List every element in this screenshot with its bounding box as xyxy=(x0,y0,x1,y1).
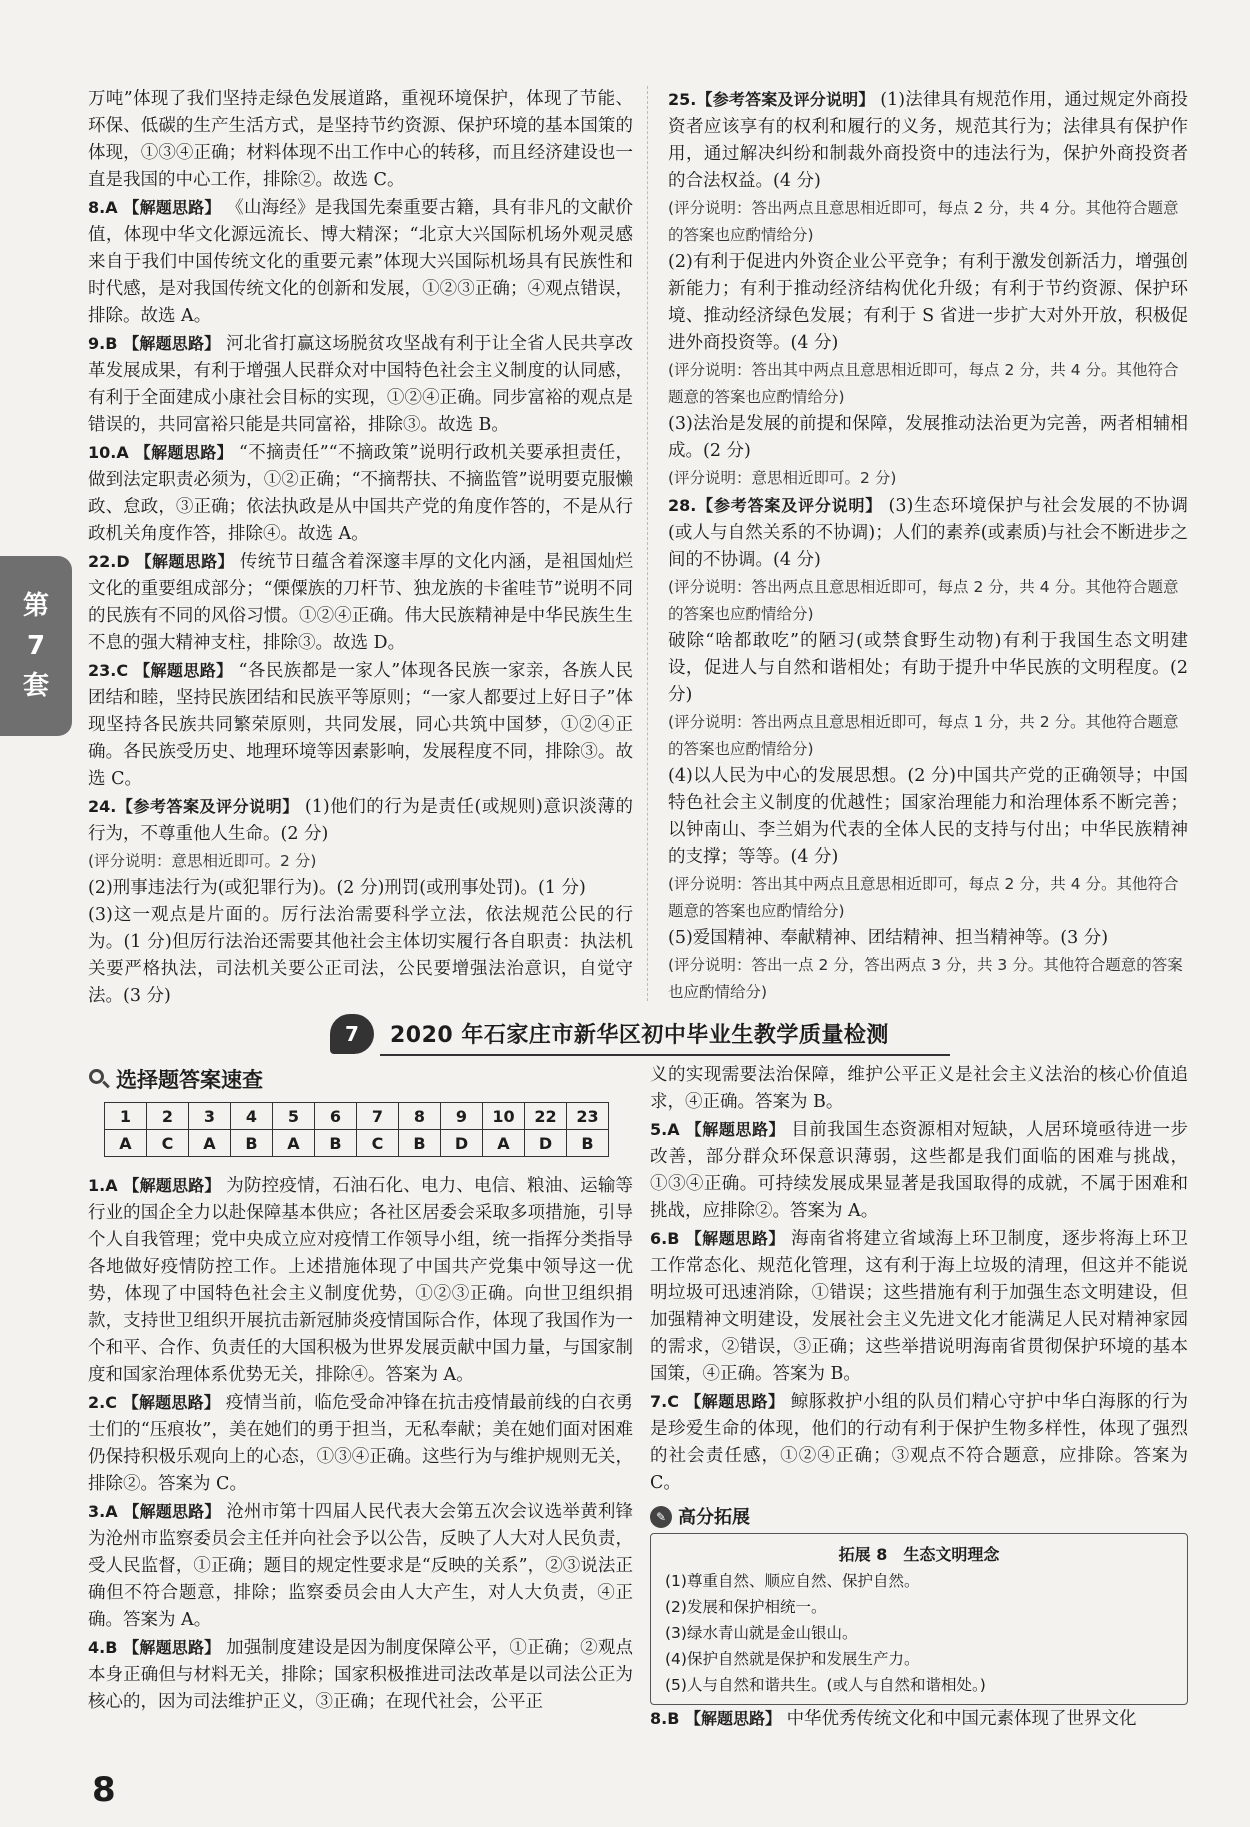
expansion-title: 拓展 8 生态文明理念 xyxy=(838,1545,1000,1564)
expansion-item: (2)发展和保护相统一。 xyxy=(665,1598,827,1616)
scoring-note: (评分说明：答出两点且意思相近即可，每点 1 分，共 2 分。其他符合题意的答案也应酌情给分) xyxy=(668,713,1179,758)
answer-item xyxy=(668,86,1188,195)
last-item xyxy=(650,1705,1188,1733)
answer-cell: B xyxy=(231,1130,273,1157)
expansion-item: (5)人与自然和谐共生。(或人与自然和谐相处。) xyxy=(665,1676,986,1694)
expansion-item: (3)绿水青山就是金山银山。 xyxy=(665,1624,858,1642)
item-number: 6. xyxy=(650,1229,668,1248)
item-number: 7. xyxy=(650,1392,668,1411)
answer-sub-item: (3)法治是发展的前提和保障，发展推动法治更为完善，两者相辅相成。(2 分) xyxy=(668,414,1188,461)
item-tag: 【参考答案及评分说明】 xyxy=(696,496,889,515)
expansion-item: (1)尊重自然、顺应自然、保护自然。 xyxy=(665,1572,920,1590)
answer-cell: D xyxy=(441,1130,483,1157)
item-answer: A xyxy=(667,1120,686,1139)
question-number-cell: 7 xyxy=(357,1103,399,1130)
scoring-note: (评分说明：意思相近即可。2 分) xyxy=(88,852,317,870)
item-text: (1)他们的行为是责任(或规则)意识淡薄的行为，不尊重他人生命。(2 分) xyxy=(88,797,633,844)
expansion-items xyxy=(665,1568,1173,1698)
expansion-box xyxy=(650,1533,1188,1705)
question-number-cell: 5 xyxy=(273,1103,315,1130)
answer-item xyxy=(88,330,633,439)
expansion-header-label: 高分拓展 xyxy=(678,1506,750,1528)
item-tag: 【解题思路】 xyxy=(123,198,227,217)
item-answer: B xyxy=(667,1229,686,1248)
answer-sub-item: (4)以人民为中心的发展思想。(2 分)中国共产党的正确领导；中国特色社会主义制度的优越性；国家治理能力和治理体系不断完善；以钟南山、李兰娟为代表的全体人民的支持与付出；中华民族精神的支撑；等等。(4 分) xyxy=(668,766,1188,867)
item-text: 中华优秀传统文化和中国元素体现了世界文化 xyxy=(786,1709,1137,1729)
item-number: 22. xyxy=(88,552,117,571)
page-number: 8 xyxy=(92,1770,116,1810)
item-tag: 【解题思路】 xyxy=(134,443,239,462)
answer-item xyxy=(88,1498,633,1634)
item-text: “不摘责任”“不摘政策”说明行政机关要承担责任，做到法定职责必须为，①②正确；“不摘帮扶、不摘监管”说明要克服懒政、怠政，③正确；依法执政是从中国共产党的角度作答的，不是从行政机关角度作答，排除④。故选 A。 xyxy=(88,443,633,544)
answer-table-answer-row xyxy=(105,1130,609,1157)
side-tab-char: 套 xyxy=(22,671,49,701)
scoring-note: (评分说明：答出其中两点且意思相近即可，每点 2 分，共 4 分。其他符合题意的答案也应酌情给分) xyxy=(668,361,1179,406)
answer-check-header xyxy=(88,1064,633,1094)
answer-item xyxy=(88,439,633,548)
item-text: (3)生态环境保护与社会发展的不协调(或人与自然关系的不协调)；人们的素养(或素质)与社会不断进步之间的不协调。(4 分) xyxy=(668,496,1188,570)
column-divider xyxy=(647,86,648,1001)
item-number: 8. xyxy=(88,198,106,217)
answer-cell: B xyxy=(315,1130,357,1157)
bottom-right-items xyxy=(650,1116,1188,1497)
item-text: 鲸豚救护小组的队员们精心守护中华白海豚的行为是珍爱生命的体现，他们的行动有利于保护生物多样性，体现了强烈的社会责任感，①②④正确；③观点不符合题意，应排除。答案为 C。 xyxy=(650,1392,1189,1493)
answer-item xyxy=(650,1116,1188,1225)
item-tag: 【解题思路】 xyxy=(685,1229,792,1248)
item-tag: 【解题思路】 xyxy=(134,661,239,680)
answer-item xyxy=(88,1634,633,1716)
set-number-tab xyxy=(0,556,72,736)
answer-item xyxy=(88,1389,633,1498)
section-number-badge: 7 xyxy=(330,1014,374,1054)
item-number: 9. xyxy=(88,334,106,353)
answer-sub-item: (2)有利于促进内外资企业公平竞争；有利于激发创新活力，增强创新能力；有利于推动经济结构优化升级；有利于节约资源、保护环境、推动经济绿色发展；有利于 S 省进一步扩大对外开放，积极促进外商投资等。(4 分) xyxy=(668,252,1188,353)
item-text: 加强制度建设是因为制度保障公平，①正确；②观点本身正确但与材料无关，排除；国家积极推进司法改革是以司法公正为核心的，因为司法维护正义，③正确；在现代社会，公平正 xyxy=(88,1638,634,1712)
item-answer: A xyxy=(105,1176,124,1195)
answer-item xyxy=(650,1225,1188,1388)
answer-sub-item: (3)这一观点是片面的。厉行法治需要科学立法，依法规范公民的行为。(1 分)但厉行法治还需要其他社会主体切实履行各自职责：执法机关要严格执法，司法机关要公正司法，公民要增强法治意识，自觉守法。(3 分) xyxy=(88,905,633,1006)
item-number: 4. xyxy=(88,1638,106,1657)
expansion-icon: ✎ xyxy=(650,1506,672,1528)
item-number: 24. xyxy=(88,797,117,816)
scoring-note: (评分说明：答出其中两点且意思相近即可，每点 2 分，共 4 分。其他符合题意的答案也应酌情给分) xyxy=(668,875,1179,920)
item-text: 传统节日蕴含着深邃丰厚的文化内涵，是祖国灿烂文化的重要组成部分；“傈僳族的刀杆节、独龙族的卡雀哇节”说明不同的民族有不同的风俗习惯。①②④正确。伟大民族精神是中华民族生生不息的强大精神支柱，排除③。故选 D。 xyxy=(88,552,633,653)
answer-table-number-row xyxy=(105,1103,609,1130)
answer-item xyxy=(88,657,633,793)
answer-cell: C xyxy=(357,1130,399,1157)
item-text: 河北省打赢这场脱贫攻坚战有利于让全省人民共享改革发展成果，有利于增强人民群众对中国特色社会主义制度的认同感，有利于全面建成小康社会目标的实现，①②④正确。同步富裕的观点是错误的，共同富裕只能是共同富裕，排除③。故选 B。 xyxy=(88,334,634,435)
question-number-cell: 6 xyxy=(315,1103,357,1130)
item-text: 万吨”体现了我们坚持走绿色发展道路，重视环境保护，体现了节能、环保、低碳的生产生活方式，是坚持节约资源、保护环境的基本国策的体现，①③④正确；材料体现不出工作中心的转移，而且经济建设也一直是我国的中心工作，排除②。故选 C。 xyxy=(88,89,633,190)
magnifier-icon xyxy=(88,1068,110,1090)
expansion-header xyxy=(650,1503,1188,1531)
continuation-text: 义的实现需要法治保障，维护公平正义是社会主义法治的核心价值追求，④正确。答案为 B。 xyxy=(650,1065,1188,1112)
question-number-cell: 1 xyxy=(105,1103,147,1130)
answer-cell: A xyxy=(105,1130,147,1157)
item-text: 《山海经》是我国先秦重要古籍，具有非凡的文献价值，体现中华文化源远流长、博大精深；“北京大兴国际机场外观灵感来自于我们中国传统文化的重要元素”体现大兴国际机场具有民族性和时代感，是对我国传统文化的创新和发展，①②③正确；④观点错误，排除。故选 A。 xyxy=(88,198,634,326)
item-answer: B xyxy=(105,1638,124,1657)
question-number-cell: 4 xyxy=(231,1103,273,1130)
answer-item xyxy=(650,1705,1188,1733)
answer-cell: C xyxy=(147,1130,189,1157)
item-answer: C xyxy=(105,1393,123,1412)
scoring-note: (评分说明：意思相近即可。2 分) xyxy=(668,469,897,487)
answer-item xyxy=(88,548,633,657)
item-number: 3. xyxy=(88,1502,106,1521)
scoring-note: (评分说明：答出一点 2 分，答出两点 3 分，共 3 分。其他符合题意的答案也应酌情给分) xyxy=(668,956,1183,1001)
item-tag: 【解题思路】 xyxy=(685,1120,792,1139)
item-tag: 【解题思路】 xyxy=(122,1393,226,1412)
item-tag: 【参考答案及评分说明】 xyxy=(116,797,305,816)
item-tag: 【解题思路】 xyxy=(123,1176,227,1195)
item-tag: 【解题思路】 xyxy=(684,1709,787,1728)
item-number: 5. xyxy=(650,1120,668,1139)
question-number-cell: 9 xyxy=(441,1103,483,1130)
item-text: 为防控疫情，石油石化、电力、电信、粮油、运输等行业的国企全力以赴保障基本供应；各社区居委会采取多项措施，引导个人自我管理；党中央成立应对疫情工作领导小组，统一指挥分类指导各地做好疫情防控工作。上述措施体现了中国共产党集中领导这一优势，体现了中国特色社会主义制度优势，①②③正确。向世卫组织捐款，支持世卫组织开展抗击新冠肺炎疫情国际合作，体现了我国作为一个和平、合作、负责任的大国积极为世界发展贡献中国力量，与国家制度和国家治理体系优势无关，排除④。答案为 A。 xyxy=(88,1176,634,1385)
top-left-column xyxy=(88,86,633,1010)
section-title: 2020 年石家庄市新华区初中毕业生教学质量检测 xyxy=(390,1023,889,1048)
item-tag: 【解题思路】 xyxy=(123,334,227,353)
item-text: “各民族都是一家人”体现各民族一家亲，各族人民团结和睦，坚持民族团结和民族平等原则；“一家人都要过上好日子”体现坚持各民族共同繁荣原则，共同发展，同心共筑中国梦，①②④正确。各民族受历史、地理环境等因素影响，发展程度不同，排除③。故选 C。 xyxy=(88,661,634,789)
item-number: 28. xyxy=(668,496,697,515)
item-tag: 【解题思路】 xyxy=(123,1502,227,1521)
section-banner xyxy=(330,1014,950,1058)
answer-cell: A xyxy=(483,1130,525,1157)
scoring-note: (评分说明：答出两点且意思相近即可，每点 2 分，共 4 分。其他符合题意的答案也应酌情给分) xyxy=(668,578,1179,623)
question-number-cell: 8 xyxy=(399,1103,441,1130)
section-underline xyxy=(380,1054,950,1056)
question-number-cell: 23 xyxy=(567,1103,609,1130)
answer-sub-item: (2)刑事违法行为(或犯罪行为)。(2 分)刑罚(或刑事处罚)。(1 分) xyxy=(88,878,586,898)
answer-check-title: 选择题答案速查 xyxy=(116,1068,263,1092)
item-text: 沧州市第十四届人民代表大会第五次会议选举黄利锋为沧州市监察委员会主任并向社会予以公告，反映了人大对人民负责，受人民监督，①正确；题目的规定性要求是“反映的关系”，②③说法正确但不符合题意，排除；监察委员会由人大产生，对人大负责，④正确。答案为 A。 xyxy=(88,1502,634,1630)
answer-cell: A xyxy=(273,1130,315,1157)
answer-cell: A xyxy=(189,1130,231,1157)
answer-item xyxy=(668,492,1188,574)
answer-check xyxy=(88,1064,633,1157)
side-tab-char: 7 xyxy=(26,631,46,661)
answer-sub-item: 破除“啥都敢吃”的陋习(或禁食野生动物)有利于我国生态文明建设，促进人与自然和谐相处；有助于提升中华民族的文明程度。(2 分) xyxy=(668,631,1188,705)
item-text: 疫情当前，临危受命冲锋在抗击疫情最前线的白衣勇士们的“压痕妆”，美在她们的勇于担当，无私奉献；美在她们面对困难仍保持积极乐观向上的心态，①③④正确。这些行为与维护规则无关，排除②。答案为 C。 xyxy=(88,1393,633,1494)
question-number-cell: 2 xyxy=(147,1103,189,1130)
item-answer: B xyxy=(667,1709,685,1728)
answer-cell: B xyxy=(567,1130,609,1157)
question-number-cell: 22 xyxy=(525,1103,567,1130)
answer-item xyxy=(88,194,633,330)
top-right-column xyxy=(668,86,1188,1006)
scoring-note: (评分说明：答出两点且意思相近即可，每点 2 分，共 4 分。其他符合题意的答案也应酌情给分) xyxy=(668,199,1179,244)
item-tag: 【解题思路】 xyxy=(135,552,240,571)
item-answer: A xyxy=(105,1502,124,1521)
item-answer: D xyxy=(116,552,136,571)
item-answer: C xyxy=(667,1392,686,1411)
item-number: 23. xyxy=(88,661,117,680)
item-number: 1. xyxy=(88,1176,106,1195)
question-number-cell: 3 xyxy=(189,1103,231,1130)
item-answer: A xyxy=(105,198,124,217)
expansion-section xyxy=(650,1503,1188,1705)
item-answer: A xyxy=(116,443,135,462)
item-text: (1)法律具有规范作用，通过规定外商投资者应该享有的权利和履行的义务，规范其行为；法律具有保护作用，通过解决纠纷和制裁外商投资中的违法行为，保护外商投资者的合法权益。(4 分) xyxy=(668,90,1188,191)
item-number: 8. xyxy=(650,1709,668,1728)
side-tab-char: 第 xyxy=(22,591,49,621)
expansion-item: (4)保护自然就是保护和发展生产力。 xyxy=(665,1650,920,1668)
answer-item xyxy=(88,86,633,194)
bottom-left-column xyxy=(88,1172,633,1716)
answer-item xyxy=(88,793,633,848)
answer-table xyxy=(104,1102,609,1157)
item-tag: 【参考答案及评分说明】 xyxy=(696,90,881,109)
answer-item xyxy=(650,1388,1188,1497)
item-answer: C xyxy=(116,661,135,680)
item-number: 2. xyxy=(88,1393,106,1412)
item-tag: 【解题思路】 xyxy=(123,1638,227,1657)
item-answer: B xyxy=(105,334,124,353)
item-number: 10. xyxy=(88,443,117,462)
answer-item xyxy=(88,1172,633,1389)
answer-cell: B xyxy=(399,1130,441,1157)
item-number: 25. xyxy=(668,90,697,109)
bottom-right-column xyxy=(650,1062,1188,1733)
question-number-cell: 10 xyxy=(483,1103,525,1130)
item-text: 海南省将建立省域海上环卫制度，逐步将海上环卫工作常态化、规范化管理，这有利于海上垃圾的清理，但这并不能说明垃圾可迅速消除，①错误；这些措施有利于加强生态文明建设，但加强精神文明建设，发展社会主义先进文化才能满足人民对精神家园的需求，②错误，③正确；这些举措说明海南省贯彻保护环境的基本国策，④正确。答案为 B。 xyxy=(650,1229,1189,1384)
item-tag: 【解题思路】 xyxy=(685,1392,791,1411)
answer-sub-item: (5)爱国精神、奉献精神、团结精神、担当精神等。(3 分) xyxy=(668,928,1109,948)
answer-cell: D xyxy=(525,1130,567,1157)
item-text: 目前我国生态资源相对短缺，人居环境亟待进一步改善，部分群众环保意识薄弱，这些都是我们面临的困难与挑战，①③④正确。可持续发展成果显著是我国取得的成就，不属于困难和挑战，应排除②。答案为 A。 xyxy=(650,1120,1189,1221)
